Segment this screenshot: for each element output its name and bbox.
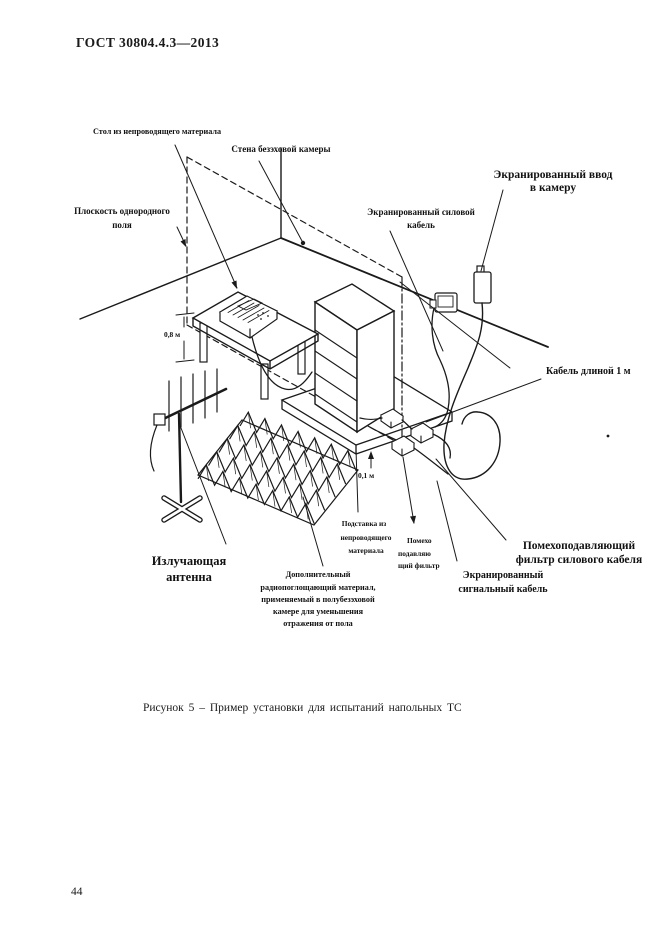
eut-dot <box>267 315 269 317</box>
absorber-rows <box>198 412 356 523</box>
leader-wall-dot <box>301 241 305 245</box>
leader-signal-cable <box>437 481 457 561</box>
leader-stand <box>356 449 358 512</box>
label-suppression-filter-3: щий фильтр <box>398 561 440 570</box>
label-absorber-4: камере для уменьшения <box>273 607 363 616</box>
connector-box-front <box>381 415 403 428</box>
leader-antenna <box>181 428 226 544</box>
label-antenna-1: Излучающая <box>151 554 227 568</box>
label-power-cable-2: кабель <box>407 220 435 230</box>
leader-table-arrow <box>232 281 238 290</box>
table-leg <box>200 323 207 362</box>
label-signal-cable-1: Экранированный <box>462 570 544 581</box>
antenna-elements <box>169 369 217 431</box>
label-absorber-5: отражения от пола <box>283 619 353 628</box>
dimension-0-8m <box>164 313 194 362</box>
antenna-feed-box <box>154 414 165 425</box>
leader-plane-arrow <box>181 239 187 247</box>
leader-cable-1m <box>426 379 541 422</box>
leader-suppression-filter <box>403 457 414 523</box>
room-corner-lines <box>80 148 548 347</box>
dim-0-1-label: 0,1 м <box>358 471 375 480</box>
label-power-filter-1: Помехоподавляющий <box>522 540 636 552</box>
shielded-feedthrough <box>474 266 491 303</box>
label-suppression-filter-1: Помехо <box>407 536 432 545</box>
leader-table <box>175 145 237 288</box>
label-absorber-2: радиопоглощающий материал, <box>260 583 376 592</box>
antenna-boom <box>157 389 226 422</box>
leader-feedthrough <box>481 190 503 271</box>
filter-boxes <box>381 409 433 456</box>
label-signal-cable-2: сигнальный кабель <box>458 584 548 595</box>
label-power-filter-2: фильтр силового кабеля <box>515 554 643 566</box>
dim-0-8-label: 0,8 м <box>164 330 181 339</box>
eut-dot <box>262 312 264 314</box>
label-chamber-wall: Стена безэховой камеры <box>231 144 331 154</box>
figure-caption: Рисунок 5 – Пример установки для испытаний напольных ТС <box>143 702 462 714</box>
leader-power-filter <box>436 459 506 540</box>
document-header: ГОСТ 30804.4.3—2013 <box>76 35 220 50</box>
radiating-antenna-assembly <box>150 369 226 520</box>
antenna-feed-cable <box>150 425 157 471</box>
label-stand-1: Подставка из <box>341 519 387 528</box>
feedthrough-body <box>474 272 491 303</box>
label-shielded-entry-2: в камеру <box>529 182 577 194</box>
label-power-cable-1: Экранированный силовой <box>367 207 475 217</box>
plane-top-edge <box>187 157 402 277</box>
power-filter-box-front <box>411 429 433 443</box>
label-uniform-plane-1: Плоскость однородного <box>74 206 170 216</box>
equipment-rack <box>315 284 394 432</box>
power-cable-out <box>433 434 450 458</box>
suppression-filter-box-front <box>392 442 414 456</box>
label-suppression-filter-2: подавляю <box>398 549 431 558</box>
signal-cable-out <box>414 448 448 474</box>
label-absorber-1: Дополнительный <box>285 570 351 579</box>
dim-0-1-arrow <box>368 451 374 459</box>
label-shielded-entry-1: Экранированный ввод <box>493 169 613 181</box>
feedthrough-cable-loop <box>444 303 500 479</box>
label-antenna-2: антенна <box>166 570 212 584</box>
label-stand-3: материала <box>348 546 384 555</box>
label-uniform-plane-2: поля <box>112 220 132 230</box>
absorber-pyramids <box>198 412 358 525</box>
stray-dot <box>607 435 610 438</box>
label-table-material: Стол из непроводящего материала <box>93 127 222 136</box>
eut-dot <box>257 314 259 316</box>
leader-suppression-filter-arrow <box>410 516 416 524</box>
absorber-row <box>198 465 314 524</box>
eut-dot <box>260 318 262 320</box>
leader-power-cable <box>390 231 443 351</box>
leader-absorber <box>303 497 323 566</box>
page-number: 44 <box>71 886 83 898</box>
table-leg <box>261 364 268 399</box>
label-absorber-3: применяемый в полубезэховой <box>261 595 375 604</box>
label-cable-1m: Кабель длиной 1 м <box>546 366 631 377</box>
dimension-0-1m <box>358 451 374 480</box>
outlet-plug <box>430 300 436 308</box>
label-stand-2: непроводящего <box>340 533 392 542</box>
